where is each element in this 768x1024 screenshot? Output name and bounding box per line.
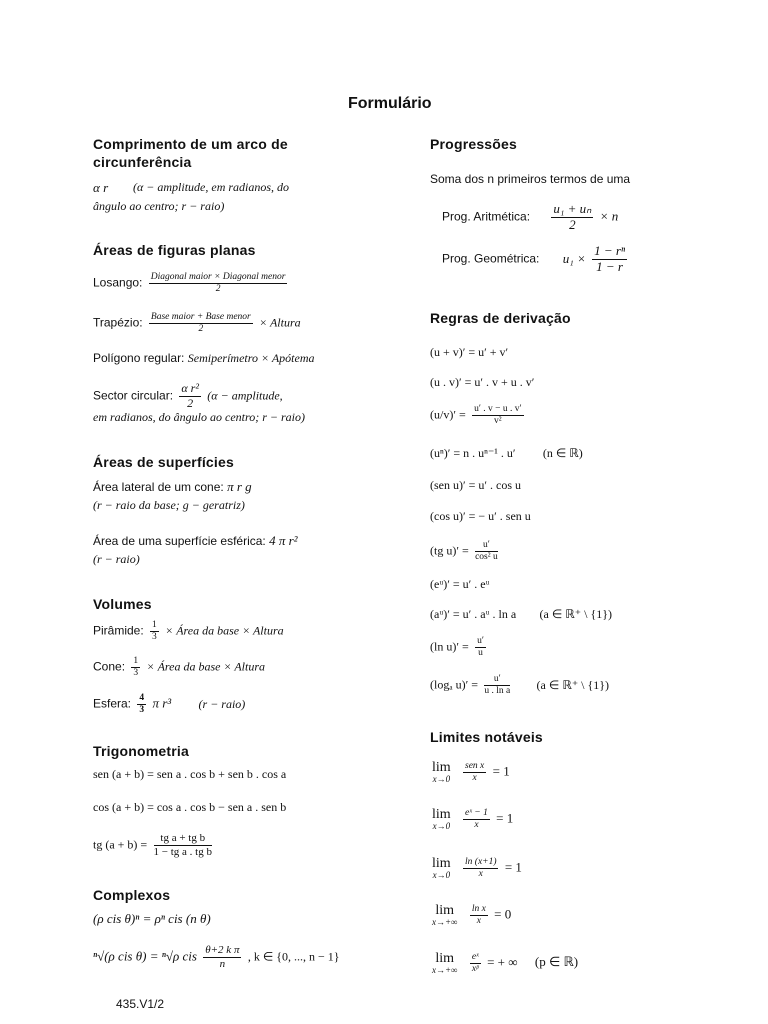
esfera-area-row (93, 533, 298, 549)
deriv-r11-cond: (a ∈ ℝ⁺ \ {1}) (536, 677, 610, 692)
geometrica-row (442, 244, 630, 275)
esfera-vol-row (93, 693, 245, 716)
trapezio-tail: × Altura (259, 315, 301, 330)
losango-fraction (149, 272, 288, 295)
deriv-r11-fraction (484, 674, 510, 697)
limit-2-fraction (463, 808, 490, 831)
limit-4-den: x (476, 915, 481, 926)
esfera-vol-fraction (137, 693, 146, 716)
limit-1-num: sen x (465, 760, 485, 771)
piramide-tail: × Área da base × Altura (165, 623, 284, 638)
deriv-r11-num: u′ (484, 674, 510, 686)
progressoes-intro: Soma dos n primeiros termos de uma (430, 172, 631, 186)
geometrica-den: 1 − r (596, 258, 623, 274)
cone-area-formula: π r g (227, 479, 252, 494)
trig-f3-num: tg a + tg b (154, 832, 212, 846)
limit-2-lim: lim (432, 807, 451, 822)
deriv-r3-den: v² (494, 415, 502, 426)
cone-vol-row (93, 656, 265, 679)
limit-3-num: ln (x+1) (465, 856, 497, 867)
arc-formula: α r (93, 180, 109, 195)
sector-den: 2 (187, 395, 194, 410)
limit-4-sub: x→+∞ (432, 917, 458, 928)
limit-5 (432, 951, 578, 975)
aritmetica-num: u₁ + uₙ (553, 201, 592, 216)
trig-f3-den: 1 − tg a . tg b (153, 845, 212, 858)
geometrica-head: u₁ × (562, 250, 586, 266)
deriv-rule-2: (u . v)′ = u′ . v + u . v′ (430, 375, 535, 389)
limit-4-num: ln x (471, 903, 486, 914)
complexos-f2-den: n (219, 957, 226, 970)
cone-vol-label: Cone: (93, 659, 126, 674)
deriv-rule-3 (430, 404, 527, 427)
sector-num: α r² (181, 381, 199, 395)
deriv-r10-den: u (478, 647, 483, 658)
areas-planas-heading: Áreas de figuras planas (93, 242, 256, 258)
deriv-r10-num: u′ (477, 636, 484, 646)
deriv-rule-6: (cos u)′ = − u′ . sen u (430, 509, 531, 523)
limit-2 (432, 807, 513, 831)
limit-4-fraction (470, 904, 488, 927)
aritmetica-tail: × n (599, 208, 619, 224)
deriv-rule-1: (u + v)′ = u′ + v′ (430, 345, 509, 359)
trig-formula-1: sen (a + b) = sen a . cos b + sen b . cos a (93, 767, 287, 781)
aritmetica-label: Prog. Aritmética: (442, 209, 531, 224)
sector-row (93, 382, 283, 411)
piramide-row (93, 620, 284, 643)
limit-2-sub: x→0 (432, 821, 451, 832)
deriv-rule-5: (sen u)′ = u′ . cos u (430, 478, 522, 492)
esfera-area-formula: 4 π r² (269, 533, 298, 548)
losango-den: 2 (215, 283, 221, 294)
limit-2-result: = 1 (496, 810, 514, 826)
limit-4-result: = 0 (494, 906, 512, 922)
losango-row (93, 272, 290, 295)
deriv-r10-fraction (475, 636, 486, 659)
cone-area-note: (r − raio da base; g − geratriz) (93, 498, 245, 512)
deriv-r7-lhs: (tg u)′ = (430, 543, 469, 558)
deriv-rule-11 (430, 674, 609, 697)
limit-5-cond: (p ∈ ℝ) (534, 954, 579, 970)
complexos-f2-tail: , k ∈ {0, ..., n − 1} (247, 949, 340, 964)
limites-heading: Limites notáveis (430, 729, 543, 745)
sector-label: Sector circular: (93, 388, 174, 403)
limit-5-lim: lim (435, 951, 455, 966)
trapezio-fraction (149, 312, 253, 335)
trapezio-den: 2 (198, 323, 204, 334)
deriv-r4: (uⁿ)′ = n . uⁿ⁻¹ . u′ (430, 446, 516, 460)
arc-note-line1: (α − amplitude, em radianos, do (133, 180, 290, 194)
deriv-r3-lhs: (u/v)′ = (430, 407, 466, 422)
limit-1-lim: lim (432, 760, 451, 775)
cone-vol-tail: × Área da base × Altura (146, 659, 265, 674)
deriv-rule-7 (430, 540, 501, 563)
esfera-vol-tail: π r³ (152, 695, 172, 711)
complexos-formula-1: (ρ cis θ)ⁿ = ρⁿ cis (n θ) (93, 911, 211, 926)
piramide-den: 3 (152, 631, 157, 642)
limit-3-result: = 1 (504, 859, 522, 875)
esfera-area-label: Área de uma superfície esférica: (93, 534, 266, 548)
deriv-r9-cond: (a ∈ ℝ⁺ \ {1}) (539, 607, 612, 621)
complexos-heading: Complexos (93, 887, 171, 903)
deriv-r9: (aᵘ)′ = u′ . aᵘ . ln a (430, 607, 517, 621)
complexos-f2-fraction (203, 944, 241, 970)
cone-vol-fraction (131, 656, 140, 679)
sector-note2: em radianos, do ângulo ao centro; r − raio) (93, 410, 305, 424)
limit-1-den: x (472, 772, 477, 783)
poligono-row (93, 351, 315, 366)
limit-5-operator (432, 951, 457, 975)
esfera-area-note: (r − raio) (93, 552, 140, 566)
trig-formula-2: cos (a + b) = cos a . cos b − sen a . sen b (93, 800, 287, 814)
trapezio-row (93, 312, 301, 335)
limit-1-operator (432, 760, 451, 784)
aritmetica-den: 2 (569, 216, 576, 232)
deriv-r11-lhs: (logₐ u)′ = (430, 677, 478, 692)
cone-area-label: Área lateral de um cone: (93, 480, 224, 494)
limit-3 (432, 856, 522, 880)
esfera-vol-den: 3 (139, 704, 145, 715)
limit-5-fraction (470, 952, 481, 975)
limit-2-den: x (474, 819, 479, 830)
deriv-r10-lhs: (ln u)′ = (430, 639, 469, 654)
trig-f3-lhs: tg (a + b) = (93, 837, 148, 852)
deriv-rule-8: (eᵘ)′ = u′ . eᵘ (430, 577, 490, 591)
losango-num: Diagonal maior × Diagonal menor (150, 272, 286, 282)
limit-3-lim: lim (432, 856, 451, 871)
limit-3-den: x (478, 868, 483, 879)
arc-heading-line1: Comprimento de um arco de (93, 136, 288, 152)
cone-vol-den: 3 (133, 667, 139, 678)
geometrica-fraction (592, 244, 627, 275)
trig-formula-3 (93, 832, 215, 858)
limit-5-den: xᵖ (471, 963, 479, 974)
deriv-r7-num: u′ (475, 540, 498, 552)
page-title: Formulário (348, 95, 432, 112)
limit-4 (432, 903, 511, 927)
limit-3-sub: x→0 (432, 870, 451, 881)
deriv-r7-fraction (475, 540, 498, 563)
sector-fraction (179, 382, 201, 411)
deriv-rule-4 (430, 446, 583, 461)
trapezio-label: Trapézio: (93, 315, 143, 330)
areas-superficies-heading: Áreas de superfícies (93, 454, 234, 470)
geometrica-num: 1 − rⁿ (594, 243, 626, 258)
losango-label: Losango: (93, 275, 143, 290)
deriv-r11-den: u . ln a (484, 685, 511, 696)
sector-note1: (α − amplitude, (207, 388, 283, 403)
deriv-r4-cond: (n ∈ ℝ) (542, 446, 583, 460)
aritmetica-fraction (551, 202, 593, 233)
limit-4-lim: lim (435, 903, 455, 918)
arc-note-line2: ângulo ao centro; r − raio) (93, 199, 225, 213)
complexos-f2-num: θ+2 k π (205, 944, 240, 956)
cone-area-row (93, 479, 252, 495)
limit-4-operator (432, 903, 457, 927)
limit-1-sub: x→0 (432, 774, 451, 785)
deriv-rule-9 (430, 607, 612, 622)
trig-heading: Trigonometria (93, 743, 189, 759)
aritmetica-row (442, 202, 618, 233)
limit-5-result: = + ∞ (487, 954, 518, 970)
trapezio-num: Base maior + Base menor (150, 312, 251, 322)
limit-5-num: eˣ (471, 951, 479, 962)
limit-5-sub: x→+∞ (432, 965, 458, 976)
limit-2-num: eˣ − 1 (465, 807, 488, 818)
esfera-vol-note: (r − raio) (198, 696, 246, 711)
geometrica-label: Prog. Geométrica: (442, 251, 540, 266)
cone-vol-num: 1 (133, 656, 139, 666)
deriv-rule-10 (430, 636, 489, 659)
page-footer-code: 435.V1/2 (116, 997, 165, 1011)
deriv-r7-den: cos² u (475, 551, 498, 562)
poligono-formula: Semiperímetro × Apótema (187, 351, 315, 365)
arc-heading-line2: circunferência (93, 154, 192, 170)
piramide-num: 1 (152, 620, 157, 630)
piramide-fraction (150, 620, 159, 643)
limit-3-fraction (463, 857, 498, 880)
complexos-f2-lhs: ⁿ√(ρ cis θ) = ⁿ√ρ cis (93, 948, 197, 964)
deriv-r3-num: u′ . v − u . v′ (474, 404, 522, 414)
poligono-label: Polígono regular: (93, 351, 185, 365)
deriv-r3-fraction (472, 404, 524, 427)
derivacao-heading: Regras de derivação (430, 310, 571, 326)
complexos-formula-2 (93, 944, 340, 970)
trig-f3-fraction (154, 832, 212, 858)
limit-2-operator (432, 807, 451, 831)
progressoes-heading: Progressões (430, 136, 518, 152)
limit-3-operator (432, 856, 451, 880)
limit-1-fraction (463, 761, 486, 784)
piramide-label: Pirâmide: (93, 623, 144, 638)
limit-1-result: = 1 (492, 763, 510, 779)
esfera-vol-num: 4 (139, 693, 145, 703)
esfera-vol-label: Esfera: (93, 696, 132, 711)
limit-1 (432, 760, 510, 784)
volumes-heading: Volumes (93, 596, 152, 612)
